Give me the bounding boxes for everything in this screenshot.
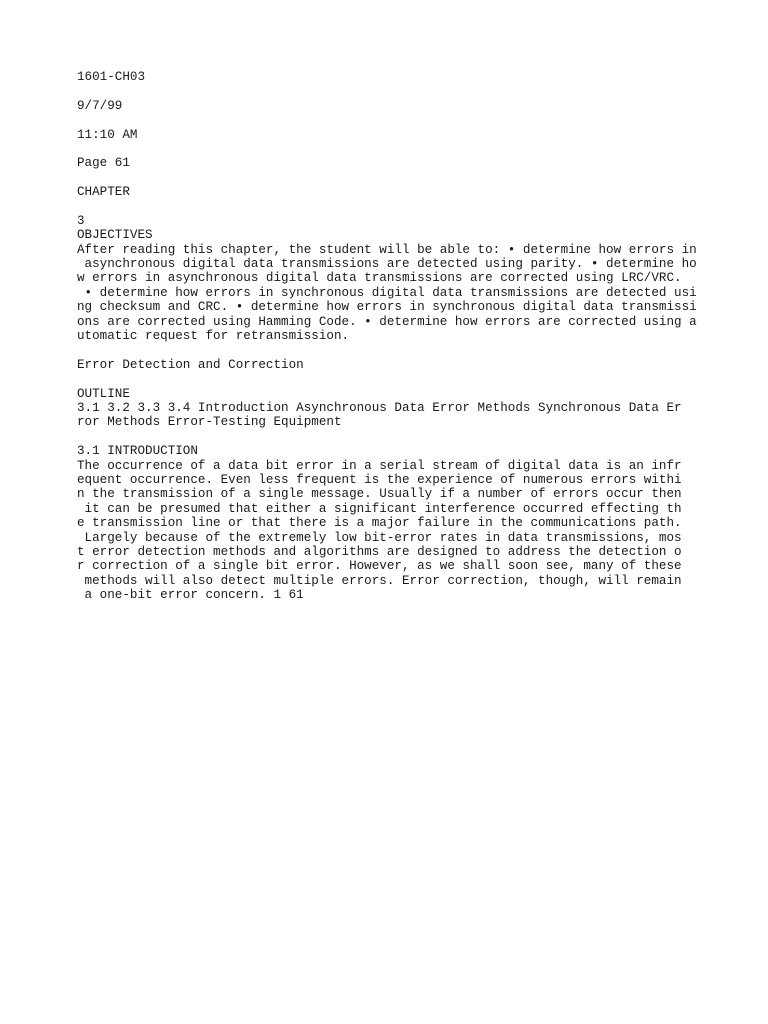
introduction-line: t error detection methods and algorithms are designed to address the detection o [77,544,682,559]
introduction-heading: 3.1 INTRODUCTION [77,444,198,459]
outline-text [77,401,717,430]
introduction-line: Largely because of the extremely low bit-error rates in data transmissions, mos [77,530,682,545]
spacer [77,343,717,357]
outline-line: ror Methods Error-Testing Equipment [77,415,342,430]
introduction-line: n the transmission of a single message. Usually if a number of errors occur then [77,487,682,502]
outline-line: 3.1 3.2 3.3 3.4 Introduction Asynchronous Data Error Methods Synchronous Data Er [77,400,682,415]
objectives-line: ons are corrected using Hamming Code. • determine how errors are corrected using a [77,314,697,329]
objectives-heading: OBJECTIVES [77,228,153,243]
objectives-line: • determine how errors in synchronous digital data transmissions are detected usi [77,285,697,300]
document-date: 9/7/99 [77,98,123,113]
objectives-line: asynchronous digital data transmissions are detected using parity. • determine ho [77,257,697,272]
objectives-line: w errors in asynchronous digital data transmissions are corrected using LRC/VRC. [77,271,682,286]
chapter-number: 3 [77,213,85,228]
document-time: 11:10 AM [77,127,138,142]
spacer [77,84,717,98]
spacer [77,372,717,386]
page-number: Page 61 [77,156,130,171]
objectives-line: ng checksum and CRC. • determine how errors in synchronous digital data transmissi [77,300,697,315]
introduction-line: methods will also detect multiple errors. Error correction, though, will remain [77,573,682,588]
spacer [77,430,717,444]
outline-heading: OUTLINE [77,386,130,401]
introduction-line: equent occurrence. Even less frequent is the experience of numerous errors withi [77,472,682,487]
spacer [77,113,717,127]
spacer [77,200,717,214]
objectives-line: utomatic request for retransmission. [77,329,350,344]
document-page [77,70,717,602]
spacer [77,171,717,185]
introduction-line: a one-bit error concern. 1 61 [77,588,304,603]
introduction-line: it can be presumed that either a significant interference occurred effecting th [77,501,682,516]
introduction-text [77,459,717,603]
introduction-line: r correction of a single bit error. However, as we shall soon see, many of these [77,559,682,574]
introduction-line: The occurrence of a data bit error in a serial stream of digital data is an infr [77,458,682,473]
spacer [77,142,717,156]
file-id: 1601-CH03 [77,70,146,84]
objectives-text [77,243,717,344]
chapter-label: CHAPTER [77,185,130,200]
chapter-title: Error Detection and Correction [77,357,304,372]
objectives-line: After reading this chapter, the student will be able to: • determine how errors in [77,242,697,257]
introduction-line: e transmission line or that there is a major failure in the communications path. [77,516,682,531]
